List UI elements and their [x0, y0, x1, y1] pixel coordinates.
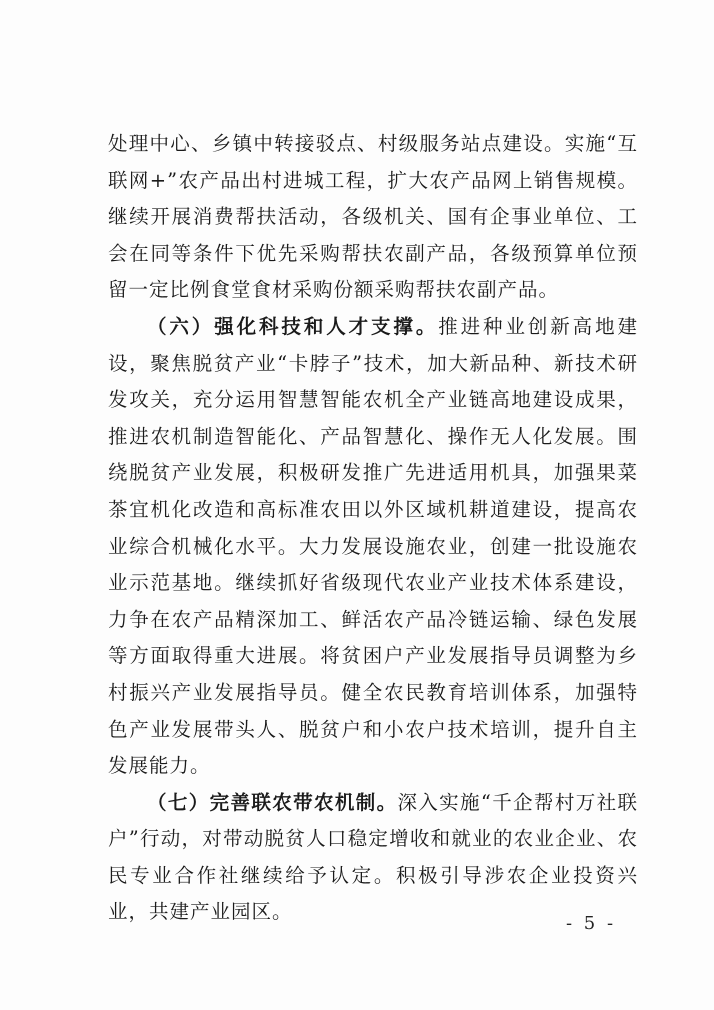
paragraph-2	[108, 309, 638, 785]
page-number: - 5 -	[566, 913, 617, 934]
paragraph-1-text: 处理中心、乡镇中转接驳点、村级服务站点建设。实施“互联网+”农产品出村进城工程，扩大农产品网上销售规模。继续开展消费帮扶活动，各级机关、国有企事业单位、工会在同等条件下优先采购帮扶农副产品，各级预算单位预留一定比例食堂食材采购份额采购帮扶农副产品。	[108, 132, 638, 302]
paragraph-2-text: 推进种业创新高地建设，聚焦脱贫产业“卡脖子”技术，加大新品种、新技术研发攻关，充分运用智慧智能农机全产业链高地建设成果，推进农机制造智能化、产品智慧化、操作无人化发展。围绕脱贫产业发展，积极研发推广先进适用机具，加强果菜茶宜机化改造和高标准农田以外区域机耕道建设，提高农业综合机械化水平。大力发展设施农业，创建一批设施农业示范基地。继续抓好省级现代农业产业技术体系建设，力争在农产品精深加工、鲜活农产品冷链运输、绿色发展等方面取得重大进展。将贫困户产业发展指导员调整为乡村振兴产业发展指导员。健全农民教育培训体系，加强特色产业发展带头人、脱贫户和小农户技术培训，提升自主发展能力。	[108, 314, 638, 778]
paragraph-1	[108, 126, 638, 309]
paragraph-3	[108, 785, 638, 931]
paragraph-3-heading: （七）完善联农带农机制。	[147, 790, 398, 814]
paragraph-2-heading: （六）强化科技和人才支撑。	[147, 314, 439, 338]
paragraph-3-text: 深入实施“千企帮村万社联户”行动，对带动脱贫人口稳定增收和就业的农业企业、农民专业合作社继续给予认定。积极引导涉农企业投资兴业，共建产业园区。	[108, 790, 638, 924]
document-body	[108, 126, 638, 931]
